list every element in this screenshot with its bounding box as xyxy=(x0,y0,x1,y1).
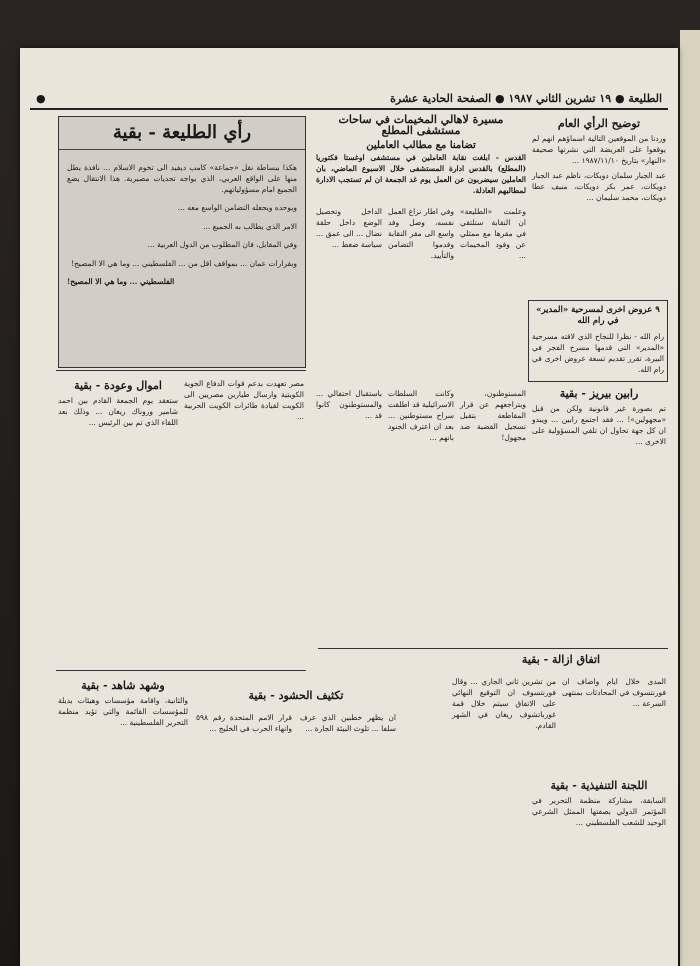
camp-news-lead: القدس - ابلغت نقابة العاملين في مستشفى اوغستا فكتوريا (المطلع) بالقدس ادارة المستشفى خلال الاسبوع الماضي، بان العاملين سيضربون عن العمل يوم غد الجمعة ان لم تستجب الادارة لمطالبهم العادلة. xyxy=(316,153,526,195)
opinion-paragraph: وفي المقابل، فان المطلوب من الدول العربية ... xyxy=(147,240,297,249)
section-divider xyxy=(56,370,306,371)
play-notice-text: رام الله - نظرا للنجاح الذي لاقته مسرحية «المدير» التي قدمها مسرح الفجر في البيرة، تقرر تقديم تسعة عروض اخرى في رام الله. xyxy=(532,332,664,374)
opinion-box xyxy=(58,116,306,368)
opinion-box-body xyxy=(59,150,305,299)
opinion-paragraph: وبقرارات عمان ... بمواقف اقل من ... الفلسطيني ... وما هي الا المصيح! xyxy=(70,258,297,268)
readers-statement-names: عبد الجبار سلمان دويكات، ناظم عبد الجبار دويكات، عمر بكر دويكات، منيف عطا دويكات، محمد سليمان ... xyxy=(532,171,666,202)
executive-committee-article xyxy=(532,778,666,958)
readers-statement-title: توضيح الرأي العام xyxy=(557,117,641,130)
rabin-text: تم بصورة غير قانونية ولكن من قبل «مجهولين»! ... فقد اجتمع رابين ... ويبدو ان كل جهة تحاول ان تلقي المسؤولية على الاخرى ... xyxy=(532,404,666,446)
opinion-box-title: رأي الطليعة - بقية xyxy=(59,117,305,150)
camp-news-subheadline: تضامنا مع مطالب العاملين xyxy=(366,140,476,151)
agreement-headline-block xyxy=(456,652,666,672)
header-dateline: الطليعة ● ١٩ تشرين الثاني ١٩٨٧ ● الصفحة الحادية عشرة xyxy=(390,92,662,105)
mobilization-col1: قرار الامم المتحدة رقم ٥٩٨ وانهاء الحرب في الخليج ... xyxy=(196,713,292,733)
play-notice-frame xyxy=(528,300,668,382)
readers-statement-text: وردنا من الموقعين التالية اسماؤهم انهم لم يوقعوا على العريضة التي نشرتها صحيفة «النهار» بتاريخ ١٩٨٧/١١/١٠ ... xyxy=(532,134,666,165)
returns-text: ستعقد يوم الجمعة القادم بين احمد شامير وروناك ريغان ... وذلك بعد اللقاء الذي تم بين الرئيس ... xyxy=(58,396,178,427)
mobilization-headline: تكثيف الحشود - بقية xyxy=(248,689,344,702)
opinion-paragraph: ويوحده ويجعله التضامن الواسع معه ... xyxy=(177,203,297,212)
mobilization-headline-block xyxy=(196,688,396,708)
rabin-article xyxy=(532,386,666,646)
rabin-headline: رابين بيريز - بقية xyxy=(559,387,639,400)
rabin-col1: المستوطنون، وبتراجعهم عن قرار المقاطعة بتقبل تسجيل القضية ضد مجهول! xyxy=(460,389,526,442)
rabin-col3: باستقبال احتفالي ... والمستوطنون كانوا قد ... xyxy=(316,389,382,420)
agreement-col2: من تشرين ثاني الجاري ... وقال فورنتسوف ان التوقيع النهائي على الاتفاق سيتم خلال قمة غورباتشوف ريغان في الشهر القادم. xyxy=(452,677,556,730)
rabin-col2: وكانت السلطات الاسرائيلية قد اطلقت سراح مستوطنين ... بعد ان اعترف الجنود بانهم ... xyxy=(388,389,454,442)
section-divider xyxy=(318,648,668,649)
opinion-closing: الفلسطيني ... وما هي الا المصيح! xyxy=(67,277,175,286)
camp-news-headline-block xyxy=(316,112,526,152)
section-divider xyxy=(56,670,306,671)
page-header xyxy=(30,92,668,110)
executive-committee-headline: اللجنة التنفيذية - بقية xyxy=(550,779,648,792)
returns-article xyxy=(58,378,178,668)
adjacent-page-edge xyxy=(680,30,700,966)
camp-news-headline: مسيرة لاهالي المخيمات في ساحات مستشفى المطلع xyxy=(338,113,504,137)
witness-article xyxy=(58,678,188,958)
agreement-headline: اتفاق ازالة - بقية xyxy=(521,653,601,666)
agreement-col1: المدى خلال ايام واضاف ان فورنتسوف في المحادثات بمنتهى السرعة ... xyxy=(562,677,666,708)
witness-headline: وشهد شاهد - بقية xyxy=(81,679,165,692)
continuation-text: مصر تعهدت بدعم قوات الدفاع الجوية الكويتية وارسال طيارين مصريين الى الكويت لقيادة طائرات الكويت الحربية ... xyxy=(184,379,304,421)
play-notice xyxy=(532,303,664,379)
camp-news-col3: الداخل وتحصيل الوضع داخل حلقة نضال ... الى عمق ... سياسة ضغط ... xyxy=(316,207,382,249)
newspaper-page xyxy=(20,48,678,966)
opinion-paragraph: هكذا ببساطة نقل «جماعة» كامب ديفيد الى تخوم الاسلام ... نافذة يطل منها على الواقع العربي، الذي يواجه تحديات مصيرية. هذا الانتقال يضع الجميع امام مسؤولياتهم. xyxy=(67,162,297,194)
play-notice-title: ٩ عروض اخرى لمسرحية «المدير» في رام الله xyxy=(536,305,660,326)
executive-committee-text: السابقة، مشاركة منظمة التحرير في المؤتمر الدولي بصفتها الممثل الشرعي الوحيد للشعب الفلسطيني ... xyxy=(532,796,666,827)
camp-news-col1: وعلمت «الطليعة» ان النقابة ستلتقي في مقرها مع ممثلي عن وفود المخيمات ... xyxy=(460,207,526,260)
readers-statement xyxy=(532,116,666,296)
camp-news-col2: وفي اطار نزاع العمل نفسه، وصل وفد واسع الى مقر النقابة وقدموا التضامن والتأييد. xyxy=(388,207,454,260)
mobilization-col2: ان يظهر خطبين الذي عرف سلفا ... تلوث البيئة الجارة ... xyxy=(300,713,396,733)
header-marker: ● xyxy=(36,92,46,105)
returns-headline: اموال وعودة - بقية xyxy=(74,379,162,392)
continuation-column xyxy=(184,378,304,668)
witness-text: والثانية، واقامة مؤسسات وهيئات بديلة للمؤسسات القائمة والتي تؤيد منظمة التحرير الفلسطينية ... xyxy=(58,696,188,727)
opinion-paragraph: الامر الذي يطالب به الجميع ... xyxy=(203,221,297,231)
